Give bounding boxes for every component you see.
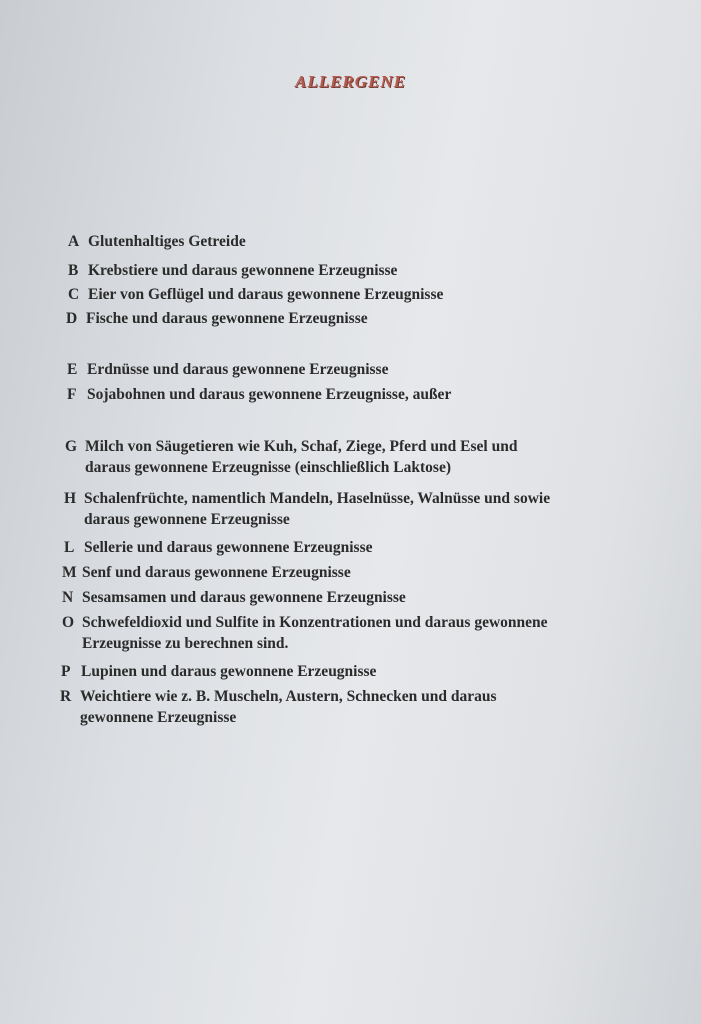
allergen-code: P [61,663,71,680]
allergen-code: F [67,386,77,403]
allergen-code: B [68,262,79,279]
allergen-item-n [62,587,406,608]
allergen-code: R [60,688,72,705]
allergen-label: Weichtiere wie z. B. Muscheln, Austern, Schnecken und daraus [80,688,497,705]
allergen-label-continued: gewonnene Erzeugnisse [80,709,237,726]
allergen-item-c [68,284,443,305]
allergen-code: E [67,361,78,378]
allergen-label: Krebstiere und daraus gewonnene Erzeugnisse [88,262,398,279]
allergen-code: O [62,614,75,631]
allergen-label-continued: Erzeugnisse zu berechnen sind. [82,635,289,652]
allergen-label: Glutenhaltiges Getreide [88,233,246,250]
allergen-label: Schalenfrüchte, namentlich Mandeln, Haselnüsse, Walnüsse und sowie [84,490,551,507]
allergen-code: D [66,310,78,327]
allergen-label: Eier von Geflügel und daraus gewonnene Erzeugnisse [88,286,444,303]
allergen-item-e [67,359,388,380]
allergen-item-b [68,260,397,281]
allergen-code: N [62,589,74,606]
allergen-code: H [64,490,77,507]
allergen-item-d [66,308,368,329]
allergen-item-m [62,562,351,583]
allergen-item-l [64,537,372,558]
allergen-code: C [68,286,80,303]
allergen-code: M [62,564,77,581]
allergen-label: Sellerie und daraus gewonnene Erzeugnisse [84,539,373,556]
allergen-label-continued: daraus gewonnene Erzeugnisse [84,511,290,528]
allergen-code: L [64,539,75,556]
allergen-item-f [67,384,451,405]
allergen-item-r [60,686,497,728]
allergen-item-h [64,488,550,530]
allergen-label: Fische und daraus gewonnene Erzeugnisse [86,310,368,327]
page-title: ALLERGENE [294,72,407,91]
allergen-label: Schwefeldioxid und Sulfite in Konzentrationen und daraus gewonnene [82,614,548,631]
allergen-item-a [68,231,246,252]
allergen-label: Senf und daraus gewonnene Erzeugnisse [82,564,351,581]
allergen-code: G [65,438,78,455]
allergen-item-o [62,612,548,654]
allergen-label: Sojabohnen und daraus gewonnene Erzeugnisse, außer [87,386,452,403]
allergen-label: Erdnüsse und daraus gewonnene Erzeugnisse [87,361,389,378]
allergen-label: Lupinen und daraus gewonnene Erzeugnisse [81,663,377,680]
allergen-item-p [61,661,376,682]
allergen-item-g [65,436,517,478]
allergen-label: Milch von Säugetieren wie Kuh, Schaf, Ziege, Pferd und Esel und [85,438,518,455]
allergen-label: Sesamsamen und daraus gewonnene Erzeugnisse [82,589,406,606]
allergen-label-continued: daraus gewonnene Erzeugnisse (einschließlich Laktose) [85,459,451,476]
allergen-code: A [68,233,80,250]
